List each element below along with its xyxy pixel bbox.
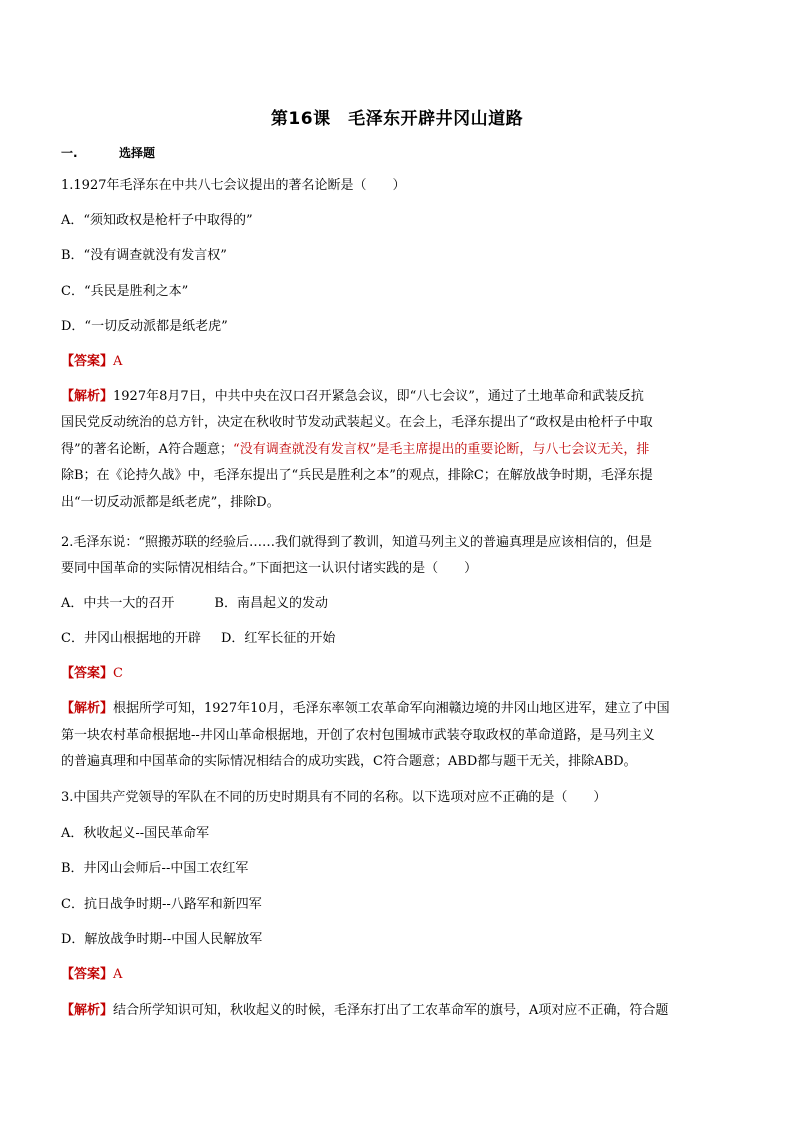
question-stem: 3.中国共产党领导的军队在不同的历史时期具有不同的名称。以下选项对应不正确的是（ ） [61,790,607,805]
answer-tag: 【答案】 [61,666,114,681]
answer-line [61,352,122,372]
answer-line [61,664,123,684]
option: B．南昌起义的发动 [214,596,328,611]
analysis-line: 的普遍真理和中国革命的实际情况相结合的成功实践，C符合题意；ABD都与题干无关，排除ABD。 [61,754,637,769]
answer-value: C [113,666,123,681]
question-stem: 2.毛泽东说：“照搬苏联的经验后……我们就得到了教训，知道马列主义的普遍真理是应该相信的，但是 [61,535,653,550]
option: C．抗日战争时期--八路军和新四军 [61,897,262,912]
option: A．“须知政权是枪杆子中取得的” [61,213,253,228]
analysis-line: 【解析】1927年8月7日，中共中央在汉口召开紧急会议，即“八七会议”，通过了土地革命和武装反抗 [61,389,644,404]
option-row [61,629,335,649]
section-label: 选择题 [119,146,156,160]
answer-value: A [113,967,123,982]
analysis-line: 【解析】结合所学知识可知，秋收起义的时候，毛泽东打出了工农革命军的旗号，A项对应不正确，符合题 [61,1003,669,1018]
question-stem: 要同中国革命的实际情况相结合。”下面把这一认识付诸实践的是（ ） [61,561,478,576]
option: B．“没有调查就没有发言权” [61,248,227,263]
answer-line [61,965,122,985]
analysis-tag: 【解析】 [61,1003,114,1018]
option: D．“一切反动派都是纸老虎” [61,319,228,334]
analysis-line: 第一块农村革命根据地--井冈山革命根据地，开创了农村包围城市武装夺取政权的革命道路，是马列主义 [61,728,655,743]
option: A．秋收起义--国民革命军 [61,826,210,841]
analysis-line: 【解析】根据所学可知，1927年10月，毛泽东率领工农革命军向湘赣边境的井冈山地区进军，建立了中国 [61,701,670,716]
answer-tag: 【答案】 [61,967,114,982]
option-row [61,594,328,614]
answer-tag: 【答案】 [61,354,114,369]
option: B．井冈山会师后--中国工农红军 [61,861,249,876]
page-title: 第16课 毛泽东开辟井冈山道路 [270,109,524,129]
section-number: 一. [61,146,78,160]
analysis-line: 国民党反动统治的总方针，决定在秋收时节发动武装起义。在会上，毛泽东提出了“政权是由枪杆子中取 [61,415,653,430]
question-stem: 1.1927年毛泽东在中共八七会议提出的著名论断是（ ） [61,178,406,193]
option: C．井冈山根据地的开辟 [61,631,201,646]
option: C．“兵民是胜利之本” [61,284,189,299]
analysis-line: 得”的著名论断，A符合题意；“没有调查就没有发言权”是毛主席提出的重要论断，与八七会议无关，排 [61,442,650,457]
section-heading [61,144,155,161]
analysis-tag: 【解析】 [61,701,114,716]
analysis-line: 除B；在《论持久战》中，毛泽东提出了“兵民是胜利之本”的观点，排除C；在解放战争时期，毛泽东提 [61,468,653,483]
option: D．红军长征的开始 [220,631,336,646]
option: A．中共一大的召开 [61,596,175,611]
option: D．解放战争时期--中国人民解放军 [61,932,263,947]
analysis-line: 出“一切反动派都是纸老虎”，排除D。 [61,495,280,510]
answer-value: A [113,354,123,369]
analysis-tag: 【解析】 [61,389,114,404]
